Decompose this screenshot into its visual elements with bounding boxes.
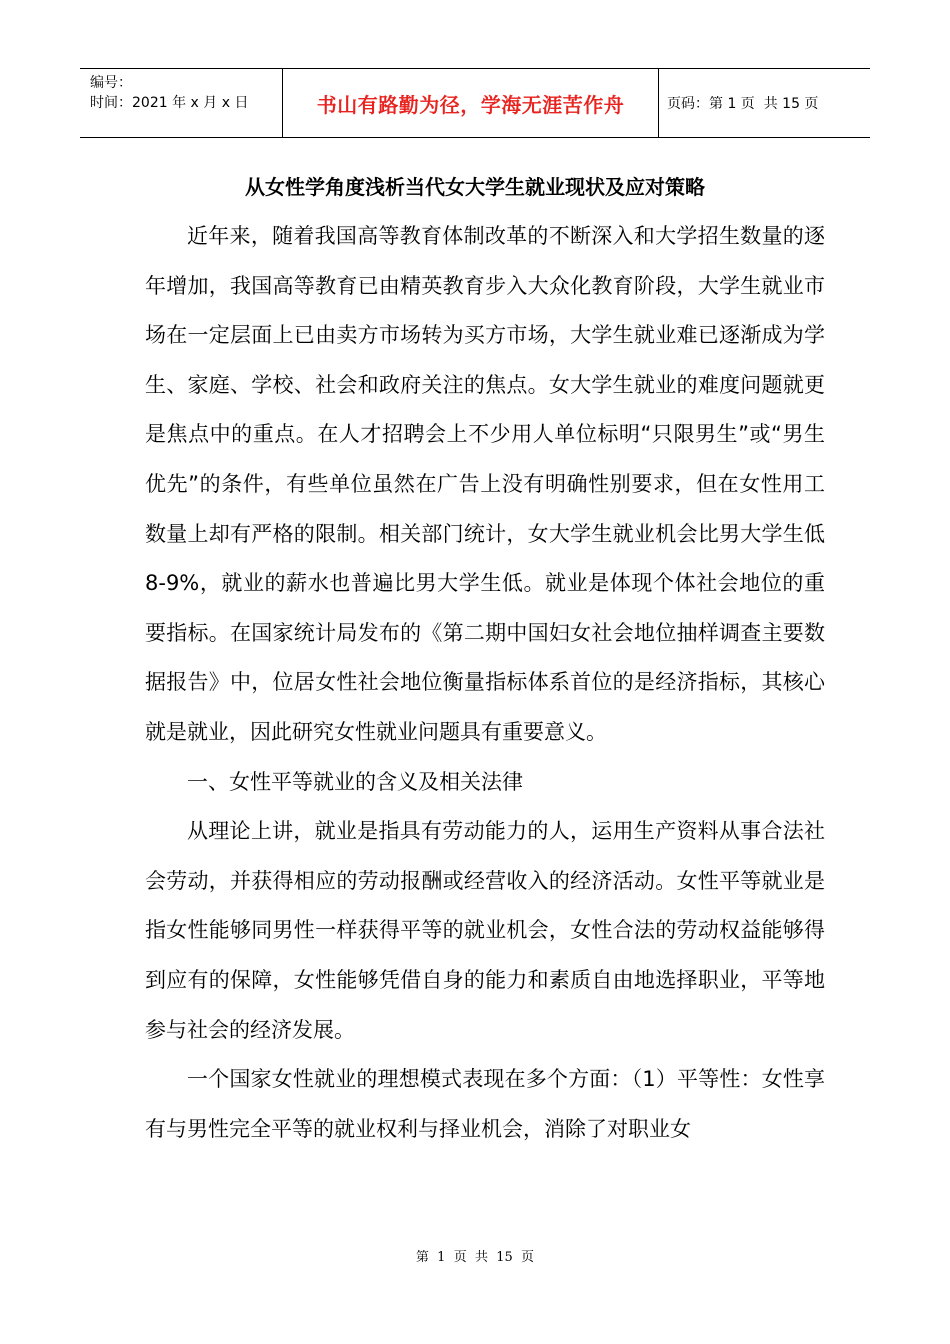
header-motto: 书山有路勤为径，学海无涯苦作舟 [283,69,659,137]
document-title: 从女性学角度浅析当代女大学生就业现状及应对策略 [245,175,705,199]
document-header [80,68,870,138]
document-number-label: 编号： [90,75,132,91]
header-meta [80,69,283,137]
header-page-info [659,69,870,137]
section-heading: 一、女性平等就业的含义及相关法律 [187,769,523,794]
body-paragraph: 近年来，随着我国高等教育体制改革的不断深入和大学招生数量的逐年增加，我国高等教育已由精英教育步入大众化教育阶段，大学生就业市场在一定层面上已由卖方市场转为买方市场，大学生就业难已逐渐成为学生、家庭、学校、社会和政府关注的焦点。女大学生就业的难度问题就更是焦点中的重点。在人才招聘会上不少用人单位标明“只限男生”或“男生优先”的条件，有些单位虽然在广告上没有明确性别要求，但在女性用工数量上却有严格的限制。相关部门统计，女大学生就业机会比男大学生低 8-9%，就业的薪水也普遍比男大学生低。就业是体现个体社会地位的重要指标。在国家统计局发布的《第二期中国妇女社会地位抽样调查主要数据报告》中，位居女性社会地位衡量指标体系首位的是经济指标，其核心就是就业，因此研究女性就业问题具有重要意义。 [145,224,825,744]
page-footer: 第 1 页 共 15 页 [415,1250,535,1265]
body-paragraph: 一个国家女性就业的理想模式表现在多个方面：（1）平等性：女性享有与男性完全平等的就业权利与择业机会，消除了对职业女 [145,1067,825,1141]
document-date: 时间：2021 年 x 月 x 日 [90,95,249,111]
page-info-text: 页码：第 1 页 共 15 页 [667,96,819,112]
document-body [145,212,825,1154]
body-paragraph: 从理论上讲，就业是指具有劳动能力的人，运用生产资料从事合法社会劳动，并获得相应的劳动报酬或经营收入的经济活动。女性平等就业是指女性能够同男性一样获得平等的就业机会，女性合法的劳动权益能够得到应有的保障，女性能够凭借自身的能力和素质自由地选择职业，平等地参与社会的经济发展。 [145,819,825,1042]
